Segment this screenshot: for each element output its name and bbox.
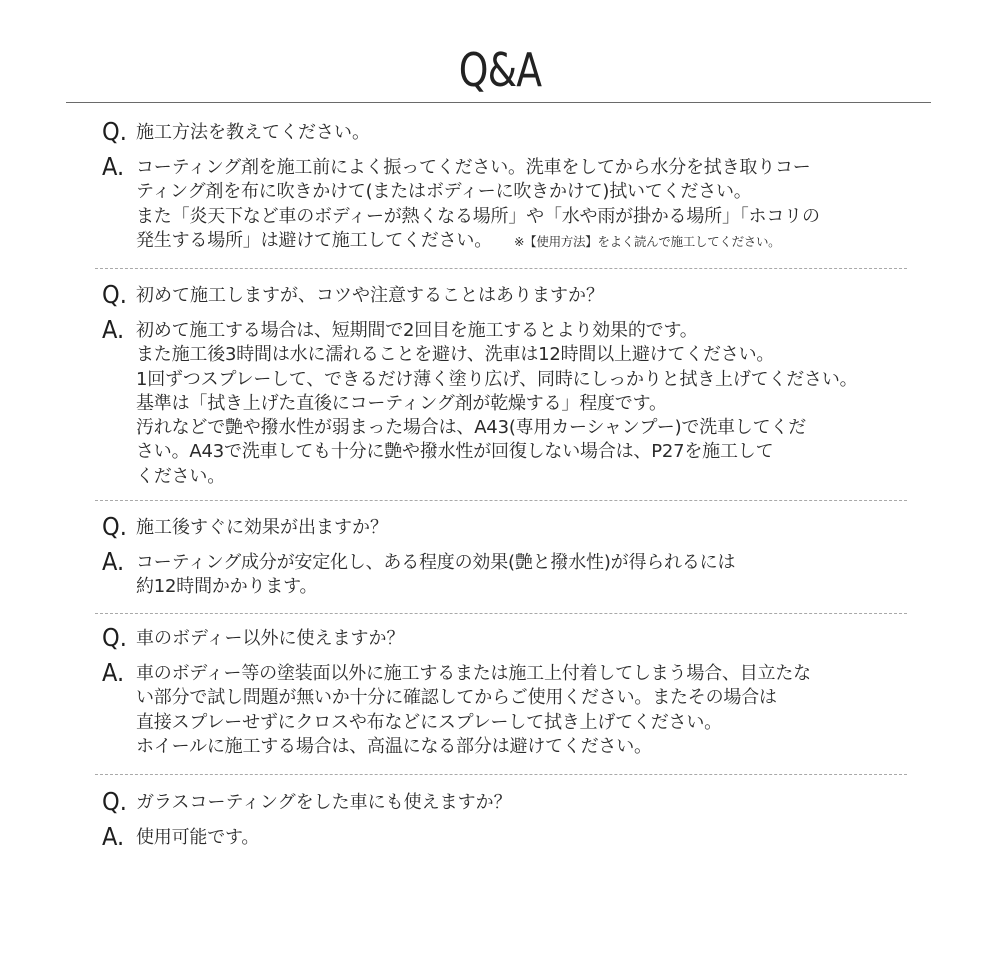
answer-text xyxy=(136,662,906,759)
answer-line: さい。A43で洗車しても十分に艶や撥水性が回復しない場合は、P27を施工して xyxy=(136,441,774,463)
answer-marker: A. xyxy=(102,315,125,344)
page-title: Q&A xyxy=(458,43,542,97)
qa-item xyxy=(96,280,906,489)
qa-item xyxy=(96,623,906,759)
question-marker: Q. xyxy=(102,117,127,146)
question-marker: Q. xyxy=(102,280,127,309)
question-text: ガラスコーティングをした車にも使えますか？ xyxy=(136,792,512,813)
question-text: 施工後すぐに効果が出ますか？ xyxy=(136,517,388,538)
answer-text xyxy=(136,319,906,489)
question-marker: Q. xyxy=(102,787,127,816)
answer-marker: A. xyxy=(102,822,125,851)
answer-line: 車のボディー等の塗装面以外に施工するまたは施工上付着してしまう場合、目立たな xyxy=(136,663,811,684)
answer-text xyxy=(136,156,906,254)
answer-line: ティング剤を布に吹きかけて(またはボディーに吹きかけて)拭いてください。 xyxy=(136,181,752,203)
answer-row xyxy=(96,822,906,851)
answer-row xyxy=(96,152,906,254)
answer-line: 1回ずつスプレーして、できるだけ薄く塗り広げ、同時にしっかりと拭き上げてください。 xyxy=(136,368,858,390)
answer-line: 使用可能です。 xyxy=(136,827,260,848)
qa-item xyxy=(96,787,906,851)
answer-line xyxy=(136,229,906,254)
answer-line: ホイールに施工する場合は、高温になる部分は避けてください。 xyxy=(136,735,652,757)
qa-item xyxy=(96,117,906,254)
question-text: 車のボディー以外に使えますか？ xyxy=(136,628,405,649)
answer-line: 直接スプレーせずにクロスや布などにスプレーして拭き上げてください。 xyxy=(136,711,722,733)
usage-note: ※【使用方法】をよく読んで施工してください。 xyxy=(514,233,781,249)
dotted-divider xyxy=(95,613,907,614)
answer-text xyxy=(136,826,906,850)
question-text: 初めて施工しますが、コツや注意することはありますか？ xyxy=(136,285,604,306)
dotted-divider xyxy=(95,500,907,501)
answer-marker: A. xyxy=(102,547,125,576)
qa-item xyxy=(96,512,906,600)
question-row xyxy=(96,117,906,146)
question-marker: Q. xyxy=(102,512,127,541)
answer-marker: A. xyxy=(102,658,125,687)
answer-line: 汚れなどで艶や撥水性が弱まった場合は、A43(専用カーシャンプー)で洗車してくだ xyxy=(136,417,806,439)
answer-line: コーティング成分が安定化し、ある程度の効果(艶と撥水性)が得られるには xyxy=(136,552,736,573)
answer-line: ください。 xyxy=(136,465,225,487)
answer-line: 基準は「拭き上げた直後にコーティング剤が乾燥する」程度です。 xyxy=(136,392,667,414)
question-marker: Q. xyxy=(102,623,127,652)
answer-text xyxy=(136,551,906,600)
answer-line: 約12時間かかります。 xyxy=(136,576,318,598)
question-row xyxy=(96,512,906,541)
question-row xyxy=(96,280,906,309)
question-row xyxy=(96,787,906,816)
answer-line: い部分で試し問題が無いか十分に確認してからご使用ください。またその場合は xyxy=(136,687,777,709)
question-row xyxy=(96,623,906,652)
answer-marker: A. xyxy=(102,152,125,181)
answer-line-text: 発生する場所」は避けて施工してください。 xyxy=(136,229,492,251)
answer-row xyxy=(96,315,906,489)
dotted-divider xyxy=(95,268,907,269)
question-text: 施工方法を教えてください。 xyxy=(136,122,370,143)
dotted-divider xyxy=(95,774,907,775)
answer-row xyxy=(96,547,906,600)
answer-line: また施工後3時間は水に濡れることを避け、洗車は12時間以上避けてください。 xyxy=(136,344,775,366)
answer-row xyxy=(96,658,906,759)
answer-line: コーティング剤を施工前によく振ってください。洗車をしてから水分を拭き取りコー xyxy=(136,157,811,178)
answer-line: 初めて施工する場合は、短期間で2回目を施工するとより効果的です。 xyxy=(136,320,698,341)
answer-line: また「炎天下など車のボディーが熱くなる場所」や「水や雨が掛かる場所」「ホコリの xyxy=(136,205,820,227)
title-divider xyxy=(66,102,931,103)
